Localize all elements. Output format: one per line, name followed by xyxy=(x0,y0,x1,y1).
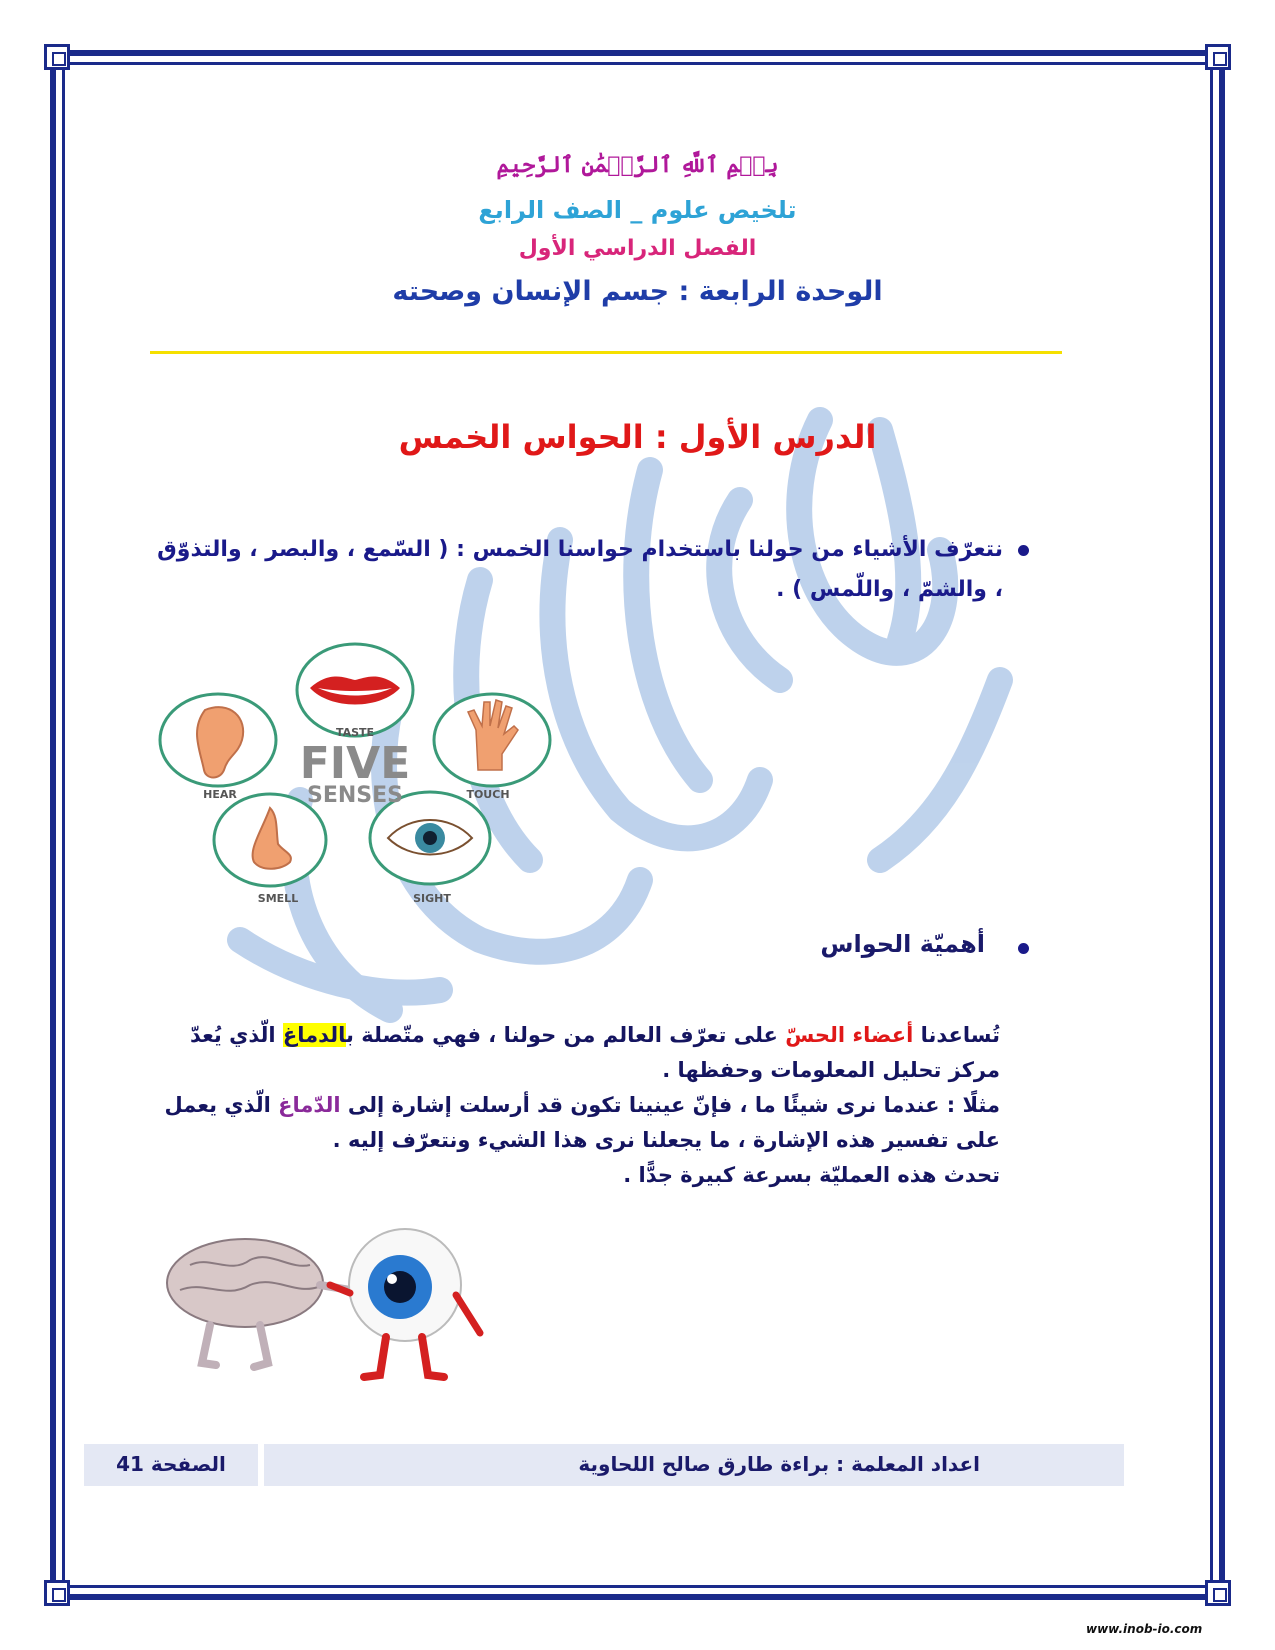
bullet-icon xyxy=(1018,943,1029,954)
senses-intro-text: نتعرّف الأشياء من حولنا باستخدام حواسنا الخمس : ( السّمع ، والبصر ، والتذوّق ، والشمّ ، واللّمس ) . xyxy=(157,537,1003,602)
importance-title: أهميّة الحواس xyxy=(820,930,985,958)
importance-body xyxy=(150,1018,1000,1193)
summary-title: تلخيص علوم _ الصف الرابع xyxy=(478,196,797,224)
hear-label: HEAR xyxy=(203,788,237,801)
paragraph-speed: تحدث هذه العمليّة بسرعة كبيرة جدًّا . xyxy=(623,1163,1000,1187)
paragraph-example: مثلًا : عندما نرى شيئًا ما ، فإنّ عينينا تكون قد أرسلت إشارة إلى الدّماغ الّذي يعمل على تفسير هذه الإشارة ، ما يجعلنا نرى هذا الشيء ونتعرّف إليه . xyxy=(164,1093,1000,1152)
lesson-title: الدرس الأول : الحواس الخمس xyxy=(398,418,877,456)
touch-label: TOUCH xyxy=(466,788,510,801)
footer-author: اعداد المعلمة : براءة طارق صالح اللحاوية xyxy=(578,1452,980,1476)
site-url: www.inob-io.com xyxy=(1086,1622,1203,1636)
paragraph-organs: تُساعدنا أعضاء الحسّ على تعرّف العالم من حولنا ، فهي متّصلة بالدماغ الّذي يُعدّ مركز تحليل المعلومات وحفظها . xyxy=(189,1023,1000,1082)
bullet-icon xyxy=(1018,545,1029,556)
sight-label: SIGHT xyxy=(413,892,451,905)
brain-icon xyxy=(167,1239,350,1367)
sense-organs-term: أعضاء الحسّ xyxy=(785,1023,914,1047)
corner-ornament xyxy=(44,1580,70,1606)
senses-label: SENSES xyxy=(306,783,404,808)
brain-eye-image xyxy=(150,1225,510,1395)
corner-ornament xyxy=(1205,1580,1231,1606)
divider-rule xyxy=(150,351,1062,354)
unit-title: الوحدة الرابعة : جسم الإنسان وصحته xyxy=(392,276,883,307)
brain-term: الدّماغ xyxy=(278,1093,341,1117)
brain-term-highlight: الدماغ xyxy=(282,1023,347,1047)
smell-label: SMELL xyxy=(257,892,299,905)
footer-separator xyxy=(258,1444,264,1486)
five-senses-image xyxy=(150,630,560,920)
semester-title: الفصل الدراسي الأول xyxy=(518,236,757,261)
corner-ornament xyxy=(1205,44,1231,70)
basmala: بِسۡمِ ٱللَّهِ ٱلرَّحۡمَٰنِ ٱلرَّحِيمِ xyxy=(496,152,779,178)
taste-label: TASTE xyxy=(335,726,375,739)
cartoon-eye-icon xyxy=(330,1229,480,1377)
five-label: FIVE xyxy=(299,738,411,789)
corner-ornament xyxy=(44,44,70,70)
page-number: الصفحة 41 xyxy=(116,1452,226,1476)
